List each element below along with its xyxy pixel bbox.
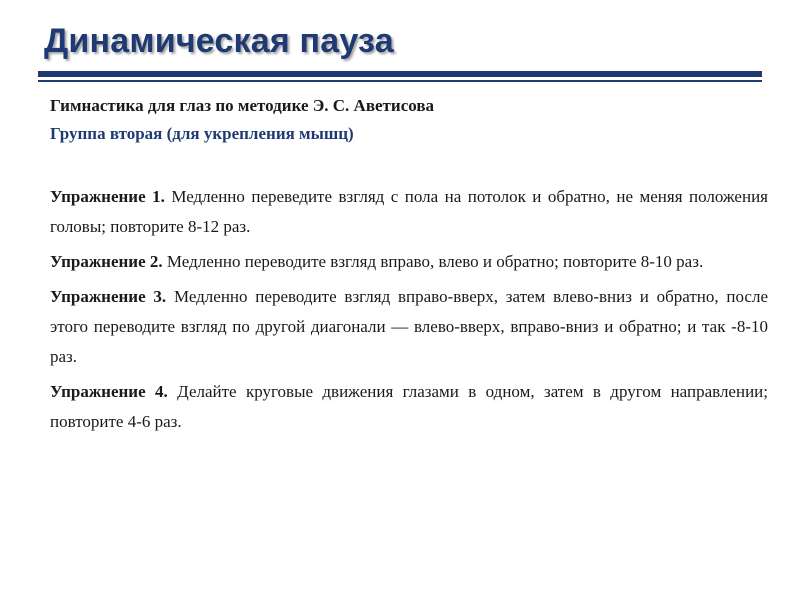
- title-divider-thick: [38, 71, 762, 77]
- exercise-item-1: [50, 182, 768, 242]
- exercise-text: Медленно переведите взгляд с пола на потолок и обратно, не меняя положения головы; повторите 8-12 раз.: [50, 187, 768, 236]
- exercise-label: Упражнение 4.: [50, 382, 168, 401]
- exercise-item-3: [50, 282, 768, 372]
- exercise-text: Медленно переводите взгляд вправо, влево и обратно; повторите 8-10 раз.: [162, 252, 704, 271]
- exercise-label: Упражнение 1.: [50, 187, 165, 206]
- exercise-list: [50, 182, 768, 442]
- title-divider-thin: [38, 80, 762, 82]
- exercise-text: Делайте круговые движения глазами в одном, затем в другом направлении; повторите 4-6 раз.: [50, 382, 768, 431]
- exercise-label: Упражнение 3.: [50, 287, 167, 306]
- exercise-item-4: [50, 377, 768, 437]
- slide-title: Динамическая пауза: [44, 22, 394, 60]
- method-subtitle: Гимнастика для глаз по методике Э. С. Аветисова: [50, 96, 435, 115]
- exercise-text: Медленно переводите взгляд вправо-вверх, затем влево-вниз и обратно, после этого переводите взгляд по другой диагонали — влево-вверх, вправо-вниз и обратно; и так -8-10 раз.: [50, 287, 768, 366]
- group-heading: Группа вторая (для укрепления мышц): [50, 124, 354, 143]
- exercise-label: Упражнение 2.: [50, 252, 163, 271]
- exercise-item-2: [50, 247, 768, 277]
